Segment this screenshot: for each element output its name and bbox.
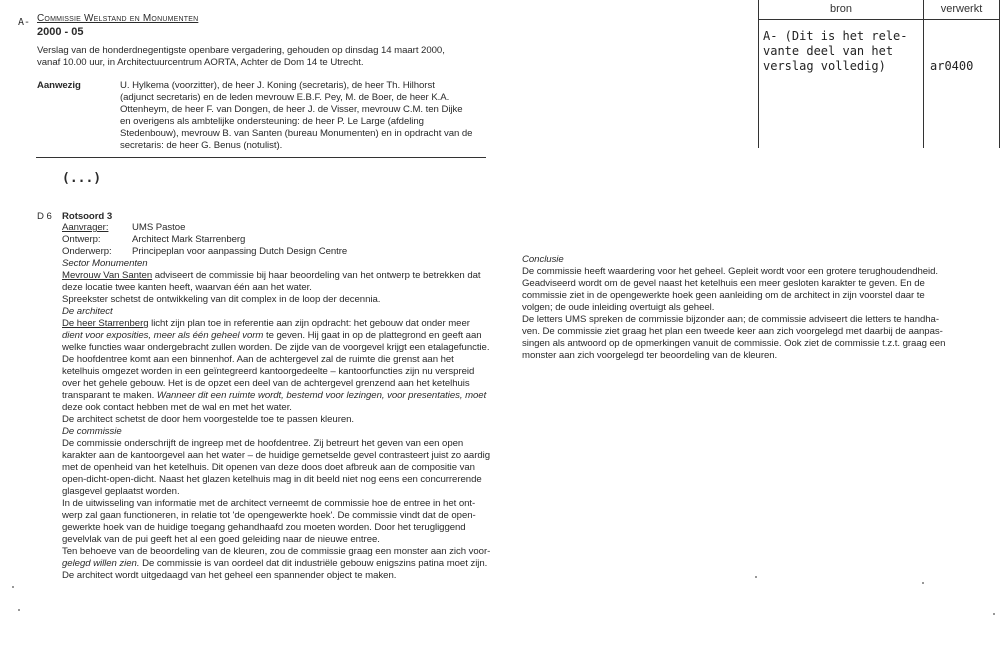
source-line: vante deel van het <box>763 44 894 58</box>
conclusion-line: Geadviseerd wordt om de gevel naast het ketelhuis een meer gesloten karakter te geven. En de <box>522 278 925 289</box>
header-divider <box>36 157 486 158</box>
architect-line <box>62 330 490 342</box>
omission-marker: (...) <box>62 171 102 186</box>
architect-quote: Wanneer dit een ruimte wordt, bestemd voor lezingen, voor presentaties, moet <box>154 390 487 401</box>
conclusion-line: De letters UMS spreken de commissie bijzonder aan; de commissie adviseert die letters te handha- <box>522 314 939 325</box>
subject-label: Onderwerp: <box>62 246 112 257</box>
present-line: U. Hylkema (voorzitter), de heer J. Koning (secretaris), de heer Th. Hilhorst <box>120 80 435 91</box>
applicant-row <box>62 222 347 234</box>
committee-line: In de uitwisseling van informatie met de architect verneemt de commissie hoe de entree in het ont- <box>62 498 476 509</box>
architect-speaker: De heer Starrenberg <box>62 318 149 329</box>
conclusion-line: commissie ziet in de opengewerkte hoek geen aanleiding om de architect in zijn voorstel daar te <box>522 290 925 301</box>
subject-row <box>62 246 347 258</box>
subject-value: Principeplan voor aanpassing Dutch Design Centre <box>132 246 348 257</box>
scan-speck <box>18 609 20 611</box>
item-details <box>62 222 347 258</box>
source-line: A- (Dit is het rele- <box>763 29 908 43</box>
conclusion-heading: Conclusie <box>522 254 564 265</box>
conclusion-line: ven. De commissie ziet graag het plan een tweede keer aan zich voorgelegd met daarbij de aanpas- <box>522 326 943 337</box>
present-line: en overigens als ambtelijke ondersteuning: de heer P. Le Large (afdeling <box>120 116 424 127</box>
table-header-verwerkt: verwerkt <box>924 0 999 20</box>
committee-line: Ten behoeve van de beoordeling van de kleuren, zou de commissie graag een monster aan zich voor- <box>62 546 491 557</box>
scan-speck <box>993 613 995 615</box>
conclusion-line: volgen; de oude inleiding overtuigt als geheel. <box>522 302 715 313</box>
organization-name: Commissie Welstand en Monumenten <box>37 13 199 24</box>
left-column <box>62 258 490 582</box>
committee-line: glasgevel geplaatst worden. <box>62 486 180 497</box>
committee-line: karakter aan de kantoorgevel aan het water – de huidige gemetselde gevel contrasteert juist zo aardig <box>62 450 491 461</box>
architect-line: De hoofdentree komt aan een binnenhof. Aan de achtergevel zal de ruimte die grenst aan het <box>62 354 454 365</box>
applicant-value: UMS Pastoe <box>132 222 186 233</box>
sector-heading: Sector Monumenten <box>62 258 148 269</box>
architect-line: over het gehele gebouw. Het is de opzet een deel van de achtergevel grenzend aan het ketelhuis <box>62 378 470 389</box>
design-label: Ontwerp: <box>62 234 101 245</box>
architect-line: deze ook contact hebben met de wal en met het water. <box>62 402 292 413</box>
architect-quote: dient voor exposities, meer als één geheel vorm <box>62 330 264 341</box>
architect-line: ketelhuis omgezet worden in een geïntegreerd kantoorgedeelte – kantoorfuncties zijn nu verspreid <box>62 366 475 377</box>
design-row <box>62 234 347 246</box>
committee-line: gevelvlak van de pui geeft het al een goed geleiding naar de nieuwe entree. <box>62 534 380 545</box>
document-mark: A- <box>18 17 31 28</box>
architect-line: welke functies waar ondergebracht zullen worden. De zijde van de voorgevel krijgt een etalagefunctie. <box>62 342 490 353</box>
architect-text: te geven. Hij gaat in op de plattegrond en geeft aan <box>263 330 482 341</box>
architect-text: licht zijn plan toe in referentie aan zijn opdracht: het gebouw dat onder meer <box>148 318 470 329</box>
architect-line: De architect schetst de door hem voorgestelde toe te passen kleuren. <box>62 414 355 425</box>
design-value: Architect Mark Starrenberg <box>132 234 246 245</box>
scan-speck <box>12 586 14 588</box>
item-code: D 6 <box>37 211 52 222</box>
scan-speck <box>922 582 924 584</box>
architect-line <box>62 318 490 330</box>
report-number: 2000 - 05 <box>37 26 84 38</box>
sector-line <box>62 270 490 282</box>
conclusion-line: De commissie heeft waardering voor het geheel. Gepleit wordt voor een grotere terughoudendheid. <box>522 266 939 277</box>
committee-text: De commissie is van oordeel dat dit industriële gebouw enigszins patina moet zijn. <box>139 558 488 569</box>
architect-line <box>62 390 490 402</box>
right-column <box>522 254 945 362</box>
committee-line: open-dicht-open-dicht. Naast het glazen ketelhuis mag in dit beeld niet nog eens een concurrerende <box>62 474 482 485</box>
committee-line: gewerkte hoek van de huidige toegang gehandhaafd zou moeten worden. Door het terugliggend <box>62 522 466 533</box>
present-line: (adjunct secretaris) en de leden mevrouw E.B.F. Pey, M. de Boer, de heer K.A. <box>120 92 450 103</box>
present-line: Stedenbouw), mevrouw B. van Santen (bureau Monumenten) en in opdracht van de <box>120 128 473 139</box>
table-column-divider <box>923 0 924 148</box>
committee-line: De architect wordt uitgedaagd van het geheel een spannender object te maken. <box>62 570 397 581</box>
committee-quote: gelegd willen zien. <box>62 558 140 569</box>
conclusion-line: singen als antwoord op de opmerkingen vanuit de commissie. Ook ziet de commissie t.z.t. graag een <box>522 338 946 349</box>
sector-speaker: Mevrouw Van Santen <box>62 270 153 281</box>
table-header-bron: bron <box>759 0 923 20</box>
intro-line: vanaf 10.00 uur, in Architectuurcentrum AORTA, Achter de Dom 14 te Utrecht. <box>37 57 364 68</box>
sector-text: adviseert de commissie bij haar beoordeling van het ontwerp te betrekken dat <box>152 270 481 281</box>
conclusion-line: monster aan zich voorgelegd ter beoordeling van de kleuren. <box>522 350 778 361</box>
source-cell <box>763 29 908 74</box>
sector-line: deze locatie twee kanten heeft, waarvan één aan het water. <box>62 282 312 293</box>
present-list <box>120 80 472 152</box>
present-label: Aanwezig <box>37 80 81 91</box>
intro-line: Verslag van de honderdnegentigste openbare vergadering, gehouden op dinsdag 14 maart 2000, <box>37 45 445 56</box>
applicant-label: Aanvrager: <box>62 222 109 233</box>
source-line: verslag volledig) <box>763 59 886 73</box>
item-title: Rotsoord 3 <box>62 211 113 222</box>
committee-line: werp zal gaan functioneren, in relatie tot 'de opengewerkte hoek'. De commissie vindt dat de open- <box>62 510 476 521</box>
committee-heading: De commissie <box>62 426 122 437</box>
present-line: secretaris: de heer G. Benus (notulist). <box>120 140 283 151</box>
sector-line: Spreekster schetst de ontwikkeling van dit complex in de loop der decennia. <box>62 294 381 305</box>
committee-line: De commissie onderschrijft de ingreep met de hoofdentree. Zij betreurt het geven van een open <box>62 438 464 449</box>
committee-line: met de openheid van het ketelhuis. Dit openen van deze doos doet afbreuk aan de compositie van <box>62 462 475 473</box>
report-intro <box>37 45 445 69</box>
architect-heading: De architect <box>62 306 113 317</box>
committee-line <box>62 558 490 570</box>
present-line: Ottenheym, de heer F. van Dongen, de heer J. de Visser, mevrouw C.M. ten Dijke <box>120 104 463 115</box>
processed-cell: ar0400 <box>930 59 974 73</box>
scan-speck <box>755 576 757 578</box>
source-table <box>758 0 1000 148</box>
architect-text: transparant te maken. <box>62 390 155 401</box>
